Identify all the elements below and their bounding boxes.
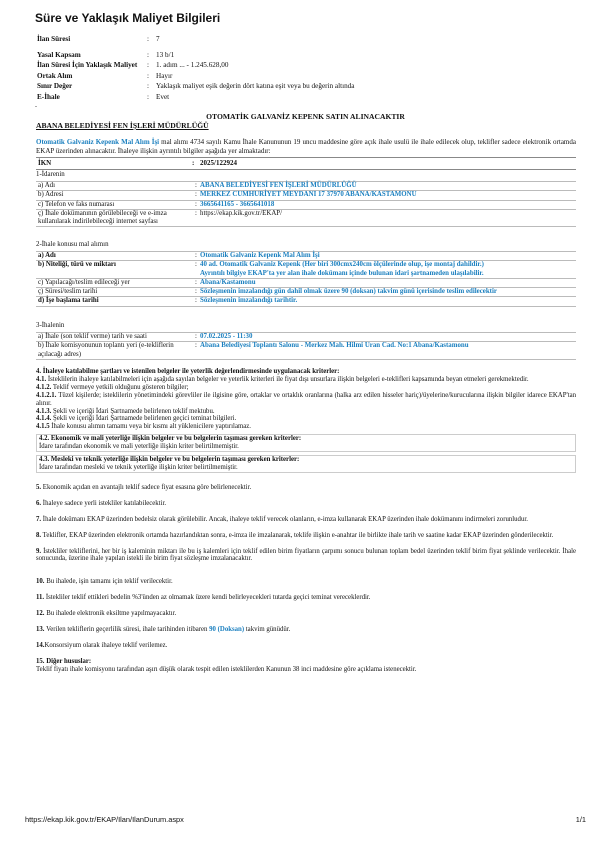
box-title: 4.2. Ekonomik ve mali yeterliğe ilişkin belgeler ve bu belgelerin taşıması gereken kriterler: — [39, 435, 302, 443]
technical-criteria-box — [36, 455, 576, 473]
clause-number: 4.1.3. — [36, 407, 52, 415]
intro-paragraph — [36, 138, 576, 155]
ikn-label: İKN — [38, 159, 52, 167]
footer-url[interactable]: https://ekap.kik.gov.tr/EKAP/Ilan/IlanDurum.aspx — [25, 815, 184, 824]
summary-value: Hayır — [156, 71, 173, 80]
table-row — [36, 296, 576, 306]
summary-row — [37, 60, 354, 71]
row-key: ç) Süresi/teslim tarihi — [38, 288, 98, 296]
row-value — [200, 261, 576, 278]
clause-number: 4.1.2.1. — [36, 391, 57, 399]
summary-label: İlan Süresi — [37, 35, 71, 43]
clause-number: 4.1.4. — [36, 415, 52, 423]
clause — [36, 516, 576, 524]
row-key: a) Adı — [38, 182, 56, 189]
summary-value: Yaklaşık maliyet eşik değerin dört katına eşit veya bu değerin altında — [156, 82, 355, 91]
clause-text: Teklifler, EKAP üzerinden elektronik ortamda hazırlandıktan sonra, e-imza ile imzalanarak, teklife ilişkin e-anahtar ile birlikte ihale tarih ve saatine kadar EKAP üzerinden gönderilecektir. — [41, 531, 554, 539]
row-key: c) Telefon ve faks numarası — [38, 200, 115, 208]
ikn-value: 2025/122924 — [200, 159, 237, 167]
clause — [36, 626, 576, 634]
row-sep: : — [195, 200, 197, 208]
table-row — [36, 209, 576, 228]
summary-label: İlan Süresi İçin Yaklaşık Maliyet — [37, 61, 138, 70]
clause-number: 8. — [36, 531, 42, 539]
clause-text: İhale dokümanı EKAP üzerinden bedelsiz olarak görülebilir. Ancak, ihaleye teklif verecek olanların, e-imza kullanarak EKAP üzerinden ihale dokümanını indirmeleri zorunludur. — [41, 515, 528, 523]
row-value-line: 40 ad. Otomatik Galvaniz Kepenk (Her biri 300cmx240cm ölçülerinde olup, işe montaj dahildir.) — [200, 261, 484, 269]
summary-sep: : — [147, 82, 149, 91]
summary-label: Yasal Kapsam — [37, 50, 81, 59]
tender-title: OTOMATİK GALVANİZ KEPENK SATIN ALINACAKTIR — [206, 112, 405, 121]
summary-row — [37, 50, 354, 61]
section-heading: 1-İdarenin — [36, 171, 65, 178]
validity-days: 90 (Doksan) — [209, 626, 245, 634]
clause-text: Konsorsiyum olarak ihaleye teklif verilemez. — [44, 641, 168, 649]
clause — [36, 376, 576, 384]
row-sep: : — [195, 333, 197, 340]
clause — [36, 384, 576, 392]
clause-number: 7. — [36, 515, 42, 523]
row-sep: : — [195, 191, 197, 199]
clause-text: İsteklilerin ihaleye katılabilmeleri için aşağıda sayılan belgeler ve yeterlik kriterleri ile fiyat dışı unsurlara ilişkin belgeleri e-teklifleri kapsamında beyan etmeleri gerekmektedir. — [46, 375, 529, 383]
institution-name: ABANA BELEDİYESİ FEN İŞLERİ MÜDÜRLÜĞÜ — [36, 121, 209, 130]
summary-value: 13 b/1 — [156, 50, 175, 59]
clause — [36, 532, 576, 540]
summary-row — [37, 34, 354, 45]
clause — [36, 500, 576, 508]
clause-number: 4.1. — [36, 375, 47, 383]
page-footer — [25, 815, 586, 824]
clause — [36, 642, 576, 650]
row-sep: : — [195, 278, 197, 286]
row-value: 3665641165 - 3665641018 — [200, 200, 275, 208]
clause-text: Ekonomik açıdan en avantajlı teklif sadece fiyat esasına göre belirlenecektir. — [41, 483, 252, 491]
clause — [36, 484, 576, 492]
row-sep: : — [195, 252, 197, 259]
row-sep: : — [195, 342, 197, 350]
row-key: ç) İhale dokümanının görülebileceği ve e-imza kullanılarak indirilebileceği internet sayfası — [38, 209, 167, 226]
clause — [36, 392, 576, 408]
section-tender — [36, 319, 576, 360]
ikn-sep: : — [192, 159, 195, 167]
summary-sep: : — [147, 50, 149, 59]
clause — [36, 423, 576, 431]
clause-text: Bu ihalede, işin tamamı için teklif verilecektir. — [44, 578, 173, 586]
row-value: ABANA BELEDİYESİ FEN İŞLERİ MÜDÜRLÜĞÜ — [200, 182, 357, 189]
box-text: İdare tarafından mesleki ve teknik yeterliğe ilişkin kriter belirtilmemiştir. — [39, 463, 238, 471]
section-heading: 2-İhale konusu mal alımın — [36, 241, 109, 248]
table-row — [36, 332, 576, 341]
row-key: b) İhale komisyonunun toplantı yeri (e-tekliflerin açılacağı adres) — [38, 342, 174, 358]
row-value: MERKEZ CUMHURİYET MEYDANI 17 37970 ABANA/KASTAMONU — [200, 191, 417, 199]
clause — [36, 578, 576, 586]
table-row — [36, 200, 576, 209]
row-key: a) Adı — [38, 252, 56, 259]
clause-number: 14. — [36, 641, 45, 649]
section-goods — [36, 238, 576, 307]
clause-number: 4.1.5 — [36, 423, 50, 431]
summary-label: E-İhale — [37, 92, 60, 101]
clause-text: Şekli ve içeriği İdari Şartnamede belirlenen geçici teminat bilgileri. — [51, 415, 237, 423]
summary-row — [37, 92, 354, 103]
row-key: b) Adresi — [38, 191, 64, 199]
section-administration — [36, 168, 576, 227]
row-value: Abana/Kastamonu — [200, 278, 256, 286]
clause-number: 13. — [36, 626, 45, 634]
page-title: Süre ve Yaklaşık Maliyet Bilgileri — [35, 11, 221, 25]
row-value: Sözleşmenin imzalandığı tarihtir. — [200, 297, 298, 305]
financial-criteria-box — [36, 434, 576, 452]
separator-dot: - — [35, 104, 37, 110]
clause-text: Teklif vermeye yetkili olduğunu gösteren bilgiler; — [51, 383, 189, 391]
section-15-title: 15. Diğer hususlar: — [36, 657, 92, 665]
row-sep: : — [195, 182, 197, 189]
clause-text: Şekli ve içeriği İdari Şartnamede belirlenen teklif mektubu. — [51, 407, 215, 415]
table-row — [36, 251, 576, 260]
clause — [36, 594, 576, 602]
tender-name-link[interactable]: Otomatik Galvaniz Kepenk Mal Alım İşi — [36, 138, 160, 146]
row-sep: : — [195, 261, 197, 269]
row-value: Abana Belediyesi Toplantı Salonu - Merkez Mah. Hilmi Uran Cad. No:1 Abana/Kastamonu — [200, 342, 469, 350]
row-value: Sözleşmenin imzalandığı gün dahil olmak üzere 90 (doksan) takvim günü içerisinde teslim edilecektir — [200, 288, 497, 296]
clause — [36, 408, 576, 416]
row-key: a) İhale (son teklif verme) tarih ve saati — [38, 333, 147, 340]
clause — [36, 610, 576, 618]
summary-row — [37, 71, 354, 82]
row-value: Otomatik Galvaniz Kepenk Mal Alım İşi — [200, 252, 320, 259]
clause-text: İhaleye sadece yerli istekliler katılabilecektir. — [41, 499, 167, 507]
clause-text: İstekliler teklif ettikleri bedelin %3'ünden az olmamak üzere kendi belirleyecekleri tutarda geçici teminat vereceklerdir. — [44, 594, 371, 602]
summary-value: 1. adım ... - 1.245.628,00 — [156, 61, 229, 70]
clause-text: Bu ihalede elektronik eksiltme yapılmayacaktır. — [44, 610, 177, 618]
page-number: 1/1 — [575, 815, 586, 824]
clause-number: 11. — [36, 594, 45, 602]
clause-text: Tüzel kişilerde; isteklilerin yönetimindeki görevliler ile ilgisine göre, ortaklar ve ortaklık oranlarına (halka arz edilen hisseler hariç)/üyelerine/kurucularına ilişkin bilgiler idarece EKAP'tan alınır. — [36, 391, 576, 407]
row-sep: : — [195, 209, 197, 217]
intro-text: mal alımı 4734 sayılı Kamu İhale Kanununun 19 uncu maddesine göre açık ihale usulü ile ihale edilecek olup, teklifler sadece elektronik ortamda EKAP üzerinden alınacaktır. İhaleye ilişkin ayrıntılı bilgiler aşağıda yer almaktadır: — [36, 138, 576, 155]
clause-number: 4.1.2. — [36, 383, 52, 391]
clause-number: 6. — [36, 499, 42, 507]
clause-number: 9. — [36, 547, 42, 555]
row-key: c) Yapılacağı/teslim edileceği yer — [38, 278, 130, 286]
section-heading: 3-İhalenin — [36, 322, 65, 329]
row-value: 07.02.2025 - 11:30 — [200, 333, 253, 340]
summary-label: Sınır Değer — [37, 82, 73, 91]
clause-text: Verilen tekliflerin geçerlilik süresi, ihale tarihinden itibaren — [44, 626, 210, 634]
summary-sep: : — [147, 71, 149, 80]
clause-text: İhale konusu alımın tamamı veya bir kısmı alt yüklenicilere yaptırılamaz. — [49, 423, 251, 431]
table-row — [36, 341, 576, 360]
table-row — [36, 287, 576, 296]
clause-text: İstekliler tekliflerini, her bir iş kaleminin miktarı ile bu iş kalemleri için teklif edilen birim fiyatların çarpımı sonucu bulunan toplam bedel üzerinden teklif birim fiyat şeklinde verilecektir. İhale sonucunda, üzerine ihale yapılan istekli ile birim fiyat sözleşme imzalanacaktır. — [36, 547, 576, 563]
clause — [36, 415, 576, 423]
clause-text: Teklif fiyatı ihale komisyonu tarafından aşırı düşük olarak tespit edilen isteklilerden Kanunun 38 inci maddesine göre açıklama istenecektir. — [36, 665, 417, 673]
summary-label: Ortak Alım — [37, 71, 73, 80]
row-key: b) Niteliği, türü ve miktarı — [38, 261, 116, 269]
summary-value: 7 — [156, 35, 160, 43]
box-title: 4.3. Mesleki ve teknik yeterliğe ilişkin belgeler ve bu belgelerin taşıması gereken kriterler: — [39, 456, 300, 464]
table-row — [36, 278, 576, 287]
row-key: d) İşe başlama tarihi — [38, 297, 99, 305]
clause-number: 5. — [36, 483, 42, 491]
summary-sep: : — [147, 61, 149, 70]
summary-row — [37, 81, 354, 92]
conditions-body — [36, 368, 576, 674]
clause-number: 10. — [36, 578, 45, 586]
row-sep: : — [195, 288, 197, 296]
box-text: İdare tarafından ekonomik ve mali yeterliğe ilişkin kriter belirtilmemiştir. — [39, 443, 239, 451]
summary-sep: : — [147, 35, 149, 43]
row-sep: : — [195, 297, 197, 305]
row-value-line: Ayrıntılı bilgiye EKAP'ta yer alan ihale dokümanı içinde bulunan idari şartnameden ulaşılabilir. — [200, 269, 484, 277]
clause — [36, 548, 576, 564]
table-row — [36, 260, 576, 278]
summary-sep: : — [147, 92, 149, 101]
clause-text: takvim günüdür. — [244, 626, 291, 634]
summary-value: Evet — [156, 92, 170, 101]
table-row — [36, 181, 576, 190]
ekap-url-link[interactable]: https://ekap.kik.gov.tr/EKAP/ — [200, 209, 283, 217]
table-row — [36, 190, 576, 199]
section-4-title: 4. İhaleye katılabilme şartları ve istenilen belgeler ile yeterlik değerlendirmesinde uygulanacak kriterler: — [36, 368, 340, 375]
clause-number: 12. — [36, 610, 45, 618]
summary-table — [37, 34, 354, 103]
